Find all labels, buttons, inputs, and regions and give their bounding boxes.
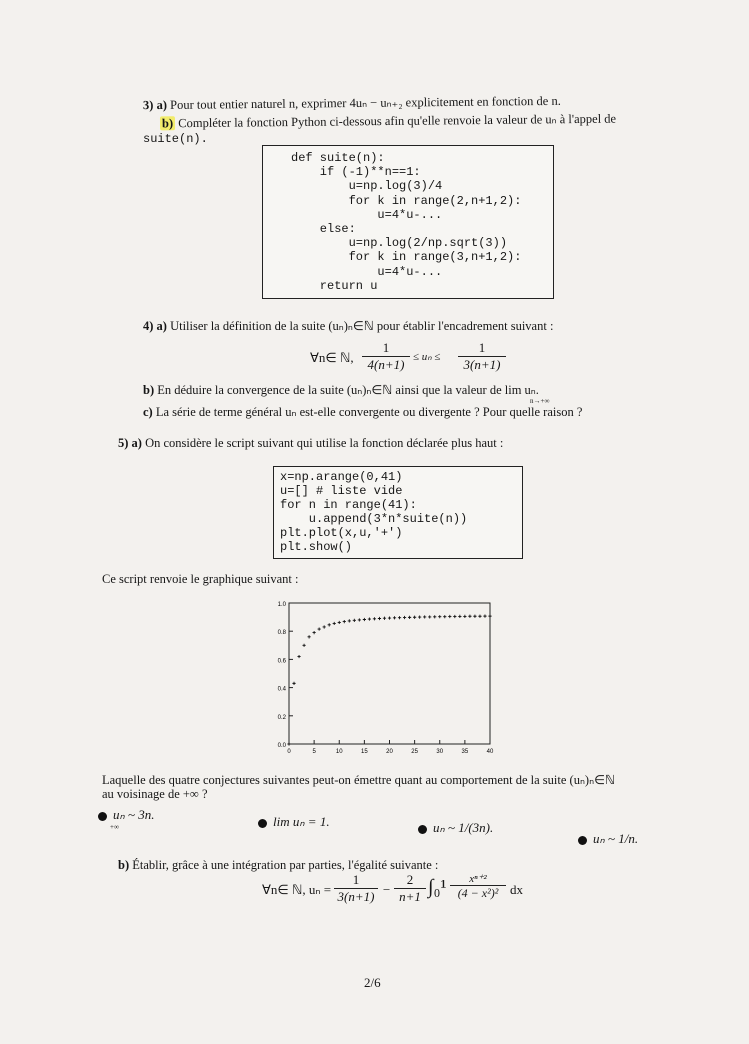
eq-frac3-den: (4 − x²)² (457, 886, 499, 900)
code-suite (291, 151, 521, 293)
q5-question-cont: au voisinage de +∞ ? (102, 787, 208, 801)
bullet-icon (418, 825, 427, 834)
data-point (433, 615, 436, 618)
q4a-line (143, 318, 553, 334)
option-3-text: uₙ ~ 1/(3n). (433, 820, 494, 835)
ineq-num: 1 (478, 340, 486, 355)
lim-subscript: n→+∞ (530, 397, 550, 405)
q3b-line (160, 111, 616, 132)
x-tick-label: 0 (287, 749, 291, 755)
ineq-prefix: ∀n∈ ℕ, (310, 350, 354, 365)
data-point (358, 618, 361, 621)
q5a-line (118, 436, 503, 451)
data-point (323, 625, 326, 628)
code-line: for k in range(3,n+1,2): (291, 250, 522, 265)
eq-frac1-den: 3(n+1) (337, 889, 375, 904)
eq-dx: dx (510, 882, 523, 897)
q4c-text: La série de terme général uₙ est-elle convergente ou divergente ? Pour quelle raison ? (155, 405, 583, 419)
eq-frac1-num: 1 (352, 872, 360, 887)
q3b-label: b) (161, 116, 174, 131)
code-line: for k in range(2,n+1,2): (291, 193, 522, 208)
y-tick-label: 0.0 (277, 743, 286, 749)
data-point (313, 631, 316, 634)
eq-frac2-den: n+1 (399, 889, 421, 904)
option-2-text: lim uₙ = 1. (273, 814, 330, 829)
code-line: if (-1)**n==1: (291, 165, 421, 180)
code-line: u=np.log(3)/4 (291, 179, 443, 194)
code-line: u=4*u-... (291, 207, 443, 222)
data-point (343, 620, 346, 623)
y-tick-label: 0.6 (277, 658, 286, 665)
q3a-line (143, 93, 561, 113)
y-tick-label: 0.4 (277, 686, 286, 693)
data-point (428, 615, 431, 618)
x-tick-label: 15 (361, 749, 368, 755)
x-tick-label: 10 (335, 749, 343, 755)
data-point (393, 616, 396, 619)
option-3 (418, 820, 493, 836)
q4a-label: 4) a) (143, 319, 167, 333)
bullet-icon (578, 836, 587, 845)
x-tick-label: 5 (312, 749, 316, 755)
data-point (483, 615, 486, 618)
code-box-suite (262, 145, 554, 299)
option-1-text: uₙ ~ 3n. (113, 807, 155, 822)
data-point (478, 615, 481, 618)
data-point (398, 616, 401, 619)
eq-minus: − (382, 882, 391, 897)
plot-frame (289, 603, 490, 744)
data-point (292, 682, 295, 685)
graph-intro: Ce script renvoie le graphique suivant : (102, 572, 299, 586)
q4b-line (143, 382, 539, 398)
ineq-den-left: 4(n+1) (367, 357, 405, 372)
data-point (302, 644, 305, 647)
eq-prefix: ∀n∈ ℕ, uₙ = (262, 882, 332, 897)
data-point (438, 615, 441, 618)
ineq-frac-left (362, 340, 410, 373)
eq-frac2 (394, 872, 426, 905)
ineq-num: 1 (382, 340, 390, 355)
q3a-text: Pour tout entier naturel n, exprimer 4uₙ − uₙ₊₂ explicitement en fonction de n. (170, 93, 561, 112)
q4c-line (143, 404, 582, 420)
data-point (468, 615, 471, 618)
x-tick-label: 40 (486, 749, 494, 755)
data-point (418, 616, 421, 619)
x-tick-label: 35 (461, 749, 469, 755)
scatter-chart (270, 597, 510, 762)
data-point (388, 616, 391, 619)
q5b-text: Établir, grâce à une intégration par parties, l'égalité suivante : (132, 858, 439, 872)
data-point (308, 635, 311, 638)
data-point (383, 617, 386, 620)
data-point (348, 619, 351, 622)
code-line: u=[] # liste vide (280, 484, 403, 498)
y-tick-label: 1.0 (277, 602, 286, 608)
ineq-mid: ≤ uₙ ≤ (413, 351, 441, 363)
x-tick-label: 20 (386, 749, 393, 755)
data-point (463, 615, 466, 618)
data-point (373, 617, 376, 620)
data-point (318, 627, 321, 630)
data-point (403, 616, 406, 619)
y-tick-label: 0.2 (277, 714, 286, 721)
code-line: for n in range(41): (280, 498, 417, 512)
code-line: u=4*u-... (291, 264, 443, 279)
data-point (458, 615, 461, 618)
code-plot (280, 470, 467, 554)
data-point (328, 623, 331, 626)
q4a-text: Utiliser la définition de la suite (uₙ)ₙ∈ℕ pour établir l'encadrement suivant : (170, 319, 554, 333)
eq-frac3-num: xⁿ⁺² (469, 873, 487, 885)
data-point (333, 622, 336, 625)
data-point (338, 621, 341, 624)
data-point (473, 615, 476, 618)
data-point (443, 615, 446, 618)
code-box-plot (273, 466, 523, 559)
data-point (408, 616, 411, 619)
opt-sub: +∞ (110, 823, 119, 831)
y-tick-label: 0.8 (277, 630, 286, 637)
option-4 (578, 831, 638, 847)
ineq-den-right: 3(n+1) (463, 357, 501, 372)
data-point (378, 617, 381, 620)
eq-frac3 (450, 872, 506, 901)
bullet-icon (258, 819, 267, 828)
q5-question: Laquelle des quatre conjectures suivantes peut-on émettre quant au comportement de la suite (uₙ)ₙ∈ℕ (102, 773, 615, 787)
page-number: 2/6 (364, 975, 381, 990)
data-point (448, 615, 451, 618)
data-point (423, 615, 426, 618)
q5a-text: On considère le script suivant qui utilise la fonction déclarée plus haut : (145, 436, 504, 450)
q4c-label: c) (143, 405, 153, 419)
bullet-icon (98, 812, 107, 821)
code-line: else: (291, 222, 356, 237)
ineq-frac-right (458, 340, 506, 373)
y-ticks (278, 602, 293, 749)
code-line: return u (291, 278, 378, 293)
code-line: u.append(3*n*suite(n)) (280, 512, 468, 526)
x-tick-label: 25 (411, 749, 418, 755)
data-point (453, 615, 456, 618)
data-point (368, 617, 371, 620)
code-line: x=np.arange(0,41) (280, 470, 403, 484)
q4b-label: b) (143, 383, 155, 397)
option-1 (98, 807, 154, 823)
code-line: def suite(n): (291, 151, 385, 165)
eq-frac2-num: 2 (406, 872, 414, 887)
integral-sign: ∫₀¹ (428, 876, 447, 898)
data-point (363, 618, 366, 621)
q5b-label: b) (118, 858, 130, 872)
data-point (297, 655, 300, 658)
data-point (287, 742, 290, 745)
q3b-text-cont: suite(n). (143, 132, 208, 146)
data-point (488, 615, 491, 618)
code-line: plt.show() (280, 540, 353, 554)
data-point (353, 619, 356, 622)
q3b-text: Compléter la fonction Python ci-dessous afin qu'elle renvoie la valeur de uₙ à l'appel de (178, 111, 617, 131)
option-2 (258, 814, 330, 830)
eq-frac1 (334, 872, 378, 905)
q3a-label: 3) a) (142, 97, 168, 113)
data-point (413, 616, 416, 619)
code-line: plt.plot(x,u,'+') (280, 526, 403, 540)
option-4-text: uₙ ~ 1/n. (593, 831, 639, 846)
code-line: u=np.log(2/np.sqrt(3)) (291, 236, 508, 251)
data-points (287, 615, 491, 746)
q4b-text: En déduire la convergence de la suite (uₙ)ₙ∈ℕ ainsi que la valeur de lim uₙ. (157, 383, 539, 397)
x-ticks (287, 740, 494, 755)
integral-equation (262, 870, 562, 920)
q5a-label: 5) a) (118, 436, 142, 450)
x-tick-label: 30 (436, 749, 444, 755)
